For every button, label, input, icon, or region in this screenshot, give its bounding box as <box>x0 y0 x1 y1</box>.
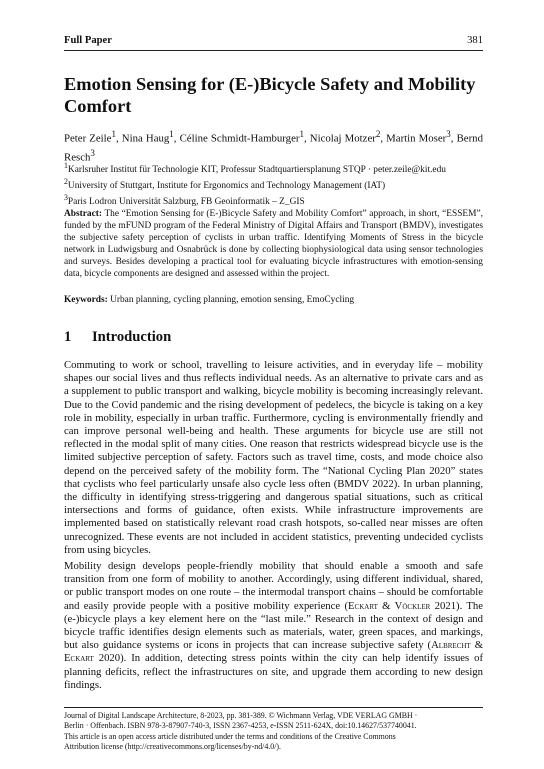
paragraph-text: 2021). The (e-)bicycle plays a key element here on the “last mile.” Research in the context of design and bicycle traffic identifies design elements such as materials, water, green spaces, and markings, but also guidance systems or icons in projects that can increase subjective safety ( <box>64 599 484 652</box>
keywords <box>64 294 483 306</box>
author-name: Peter Zeile <box>64 132 112 145</box>
affiliations <box>64 160 483 208</box>
author-sup: 1 <box>111 129 116 139</box>
author-sup: 1 <box>299 129 304 139</box>
author-name: Bernd Resch <box>64 132 483 164</box>
section-heading <box>64 329 171 346</box>
citation: Albrecht & Eckart <box>64 639 484 665</box>
running-header <box>64 35 483 49</box>
author-name: Martin Moser <box>386 132 447 145</box>
author-sup: 2 <box>375 129 381 139</box>
body-paragraph <box>64 560 483 692</box>
author-name: Nicolaj Motzer <box>309 132 376 145</box>
affiliation-text: Karlsruher Institut für Technologie KIT, Professur Stadtquartiersplanung STQP · peter.zeile@kit.edu <box>67 165 446 176</box>
abstract-text: The “Emotion Sensing for (E-)Bicycle Safety and Mobility Comfort” approach, in short, “ESSEM”, funded by the mFUND program of the Federal Ministry of Digital Affairs and Transport (BMDV), investigates the subjective safety perception of cyclists in urban traffic. Identifying Moments of Stress in the bicycle network in Ludwigsburg and Osnabrück is done by collecting biophysiological data using sensor technologies and surveys. Besides developing a practical tool for evaluating bicycle infrastructures with emotion-sensing data, bicycle components are designed and assessed within the project. <box>64 209 483 280</box>
keywords-label: Keywords: <box>64 295 108 305</box>
footer-line: Attribution license (http://creativecommons.org/licenses/by-nd/4.0/). <box>64 741 282 751</box>
affiliation-text: Paris Lodron Universität Salzburg, FB Geoinformatik – Z_GIS <box>67 197 305 208</box>
affiliation-item <box>64 160 483 176</box>
affiliation-sup: 2 <box>64 177 68 187</box>
paper-title: Emotion Sensing for (E-)Bicycle Safety and Mobility Comfort <box>64 74 476 116</box>
page-number: 381 <box>467 35 483 46</box>
paragraph-text: 2020). In addition, detecting stress points within the city can help identify issues of planning deficits, reflect the infrastructures on site, and upgrade them according to new design findings. <box>64 652 483 691</box>
footer-line: Journal of Digital Landscape Architecture, 8-2023, pp. 381-389. © Wichmann Verlag, VDE VERLAG GMBH · <box>64 711 418 720</box>
footer-rule <box>64 707 483 708</box>
section-title: Introduction <box>92 329 172 345</box>
paragraph-text: Mobility design develops people-friendly mobility that should enable a smooth and safe transition from one form of mobility to another. Accordingly, using different individual, shared, or public transport modes on one route – the intermodal transport chains – should be comfortable and easily provide people with a positive mobility experience ( <box>64 560 483 612</box>
author-list: Peter Zeile$^1$, Nina Haug$^1$, Céline Schmidt-Hamburger$^1$, Nicolaj Motzer$^2$, Martin Moser$^3$, Bernd Resch$^3$ <box>64 129 483 164</box>
author-name: Céline Schmidt-Hamburger <box>179 132 300 145</box>
footer <box>64 711 483 752</box>
affiliation-item <box>64 192 483 208</box>
footer-line: Berlin · Offenbach. ISBN 978-3-87907-740-3, ISSN 2367-4253, e-ISSN 2511-624X, doi:10.14627/537740041. <box>64 721 417 731</box>
affiliation-text: University of Stuttgart, Institute for Ergonomics and Technology Management (IAT) <box>67 181 386 192</box>
author-sup: 1 <box>169 129 174 139</box>
header-rule <box>64 50 483 51</box>
author-sup: 3 <box>446 129 451 139</box>
affiliation-sup: 3 <box>64 193 68 203</box>
abstract <box>64 208 483 280</box>
body-paragraph: Commuting to work or school, travelling to leisure activities, and in everyday life – mobility shapes our social lives and thus reflects individual needs. As an alternative to private cars and as a supplement to public transport and walking, bicycle mobility is becoming increasingly relevant. Due to the Covid pandemic and the rising development of pedelecs, the bicycle is taking on a key role in mobility, especially in urban traffic. Furthermore, cycling is environmentally friendly and can improve personal well-being and health. These arguments for bicycle use are still not reflected in the modal split of many cities. One reason that restricts widespread bicycle use is the limited subjective perception of safety. Factors such as travel time, costs, and mode choice also depend on the perceived safety of the mobility form. The “National Cycling Plan 2020” states that cyclists who feel particularly unsafe also cycle less often (BMDV 2022). In urban planning, the difficulty in identifying stress-triggering and dangerous spatial situations, such as critical intersections and forms of guidance, often exists. While infrastructure improvements are implemented based on statistically relevant road crash hotspots, so-called near misses are often unrecognized. These events are not included in accident statistics, preventing undecided cyclists from using bicycles. <box>64 359 483 556</box>
keywords-text: Urban planning, cycling planning, emotion sensing, EmoCycling <box>110 295 355 305</box>
author-sup: 3 <box>90 148 95 159</box>
section-number: 1 <box>64 329 72 345</box>
author-name: Nina Haug <box>121 132 170 145</box>
affiliation-item <box>64 176 483 192</box>
abstract-label: Abstract: <box>64 209 103 219</box>
footer-line: This article is an open access article distributed under the terms and conditions of the Creative Commons <box>64 731 396 741</box>
citation: Eckart & Vöckler <box>348 599 431 612</box>
affiliation-sup: 1 <box>64 161 68 170</box>
header-label: Full Paper <box>64 35 112 46</box>
